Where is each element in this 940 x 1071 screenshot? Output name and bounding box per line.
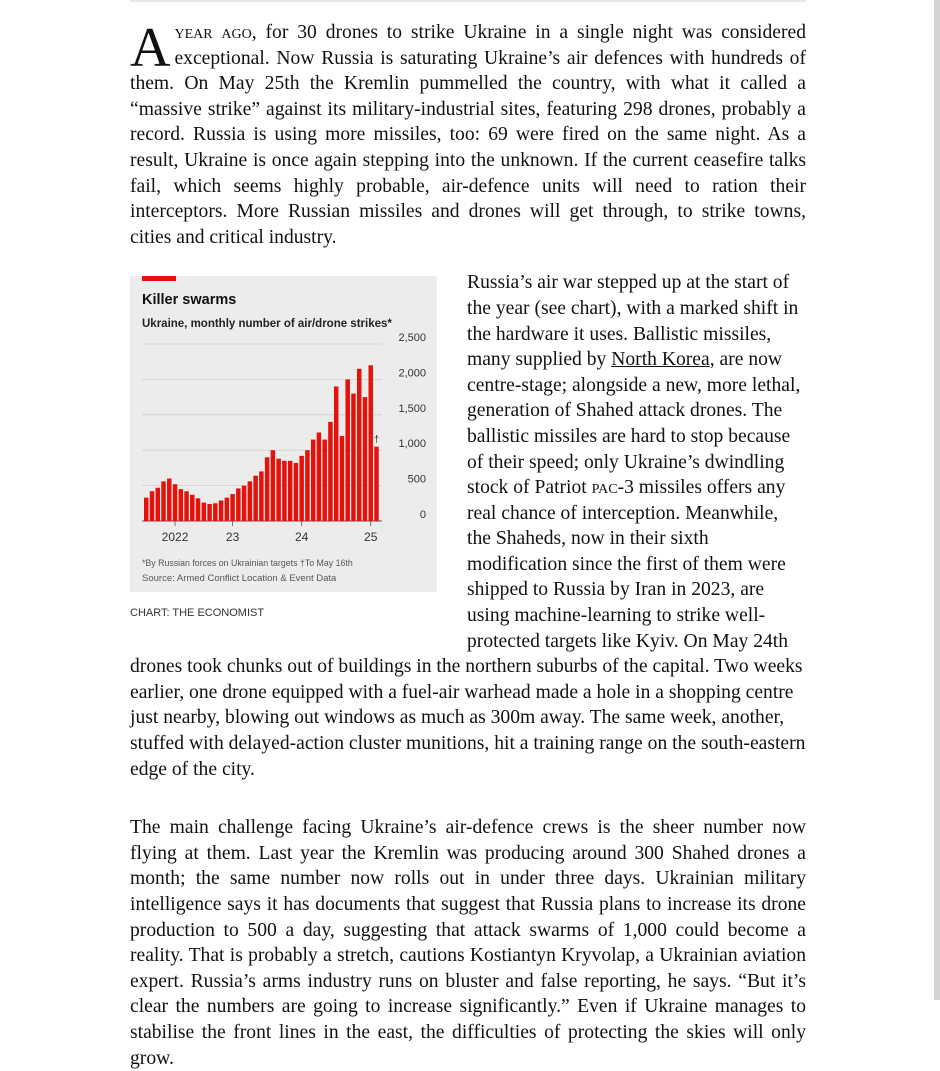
chart-bar: [334, 387, 338, 522]
chart-accent-bar: [142, 276, 176, 281]
chart-bar: [322, 440, 326, 521]
chart-bar: [271, 451, 275, 522]
chart-bar: [150, 492, 154, 522]
chart-bar: [294, 463, 298, 521]
chart-bar: [230, 494, 234, 521]
paragraph-1-text: , for 30 drones to strike Ukraine in a single night was considered exceptional. Now Russia is saturating Ukraine’s air defences with hundreds of them. On May 25th the Kremlin pummelled the country, with what it called a “massive strike” against its military-industrial sites, featuring 298 drones, probably a record. Russia is using more missiles, too: 69 were fired on the same night. As a result, Ukraine is once again stepping into the unknown. If the current ceasefire talks fail, which seems highly probable, air-defence units will need to ration their interceptors. More Russian missiles and drones will get through, to strike towns, cities and critical industry.: [130, 22, 806, 248]
paragraph-2-text-a: Russia’s air war stepped up at the start of the year (see chart), with a marked shift in the hardware it uses. Ballistic missiles, many supplied by: [467, 272, 799, 371]
x-tick-label: 2022: [161, 530, 189, 545]
chart-bar: [196, 499, 200, 522]
chart-bar: [144, 498, 148, 521]
chart-bar: [357, 369, 361, 521]
chart-bar: [311, 440, 315, 521]
drop-cap: A: [130, 17, 171, 79]
chart-bar: [236, 489, 240, 522]
paragraph-2-text-b: , are now centre-stage; alongside a new, more lethal, generation of Shahed attack drones. The ballistic missiles are hard to stop because of their speed; only Ukraine’s dwindling stock of Patriot: [467, 349, 801, 499]
chart-bar: [213, 504, 217, 522]
patriot-pac-text: pac: [591, 477, 618, 499]
chart-bar: [202, 503, 206, 521]
chart-bar: [363, 397, 367, 521]
lead-in: year ago: [174, 22, 252, 43]
y-tick-label: 1,500: [398, 403, 426, 416]
chart-figure: [130, 276, 447, 627]
y-tick-label: 1,000: [398, 438, 426, 451]
top-divider: [130, 0, 806, 2]
chart-bar: [161, 482, 165, 522]
chart-bar: [242, 486, 246, 521]
article-body: [130, 17, 806, 1071]
chart-bar: [345, 380, 349, 522]
chart-title: Killer swarms: [142, 292, 237, 309]
chart-bar: [219, 501, 223, 522]
north-korea-link[interactable]: North Korea: [611, 349, 710, 371]
chart-bar: [374, 447, 378, 521]
chart-bar: [225, 498, 229, 521]
chart-bar: [259, 472, 263, 522]
chart-bar: [305, 451, 309, 522]
chart-bar: [173, 485, 177, 522]
chart-bar: [368, 366, 372, 522]
chart-bar: [167, 479, 171, 521]
chart-bar: [248, 482, 252, 522]
paragraph-1: [130, 17, 806, 250]
x-tick-label: 25: [364, 530, 378, 545]
chart-credit: CHART: THE ECONOMIST: [130, 607, 265, 620]
chart-bar: [317, 433, 321, 522]
chart-bar: [351, 394, 355, 521]
y-tick-label: 2,500: [398, 332, 426, 345]
chart-bar: [253, 476, 257, 521]
chart-panel: [130, 276, 437, 592]
y-tick-label: 500: [407, 473, 426, 486]
x-tick-label: 23: [225, 530, 240, 545]
chart-bar: [179, 489, 183, 521]
chart-footnote: *By Russian forces on Ukrainian targets †To May 16th: [142, 558, 353, 569]
chart-subtitle: Ukraine, monthly number of air/drone strikes*: [142, 318, 392, 331]
scrollbar[interactable]: [934, 0, 940, 1000]
partial-month-marker: †: [373, 435, 380, 447]
chart-bar: [299, 456, 303, 521]
chart-bar: [156, 488, 160, 521]
chart-bar: [340, 436, 344, 521]
chart-bar: [282, 461, 286, 521]
chart-source: Source: Armed Conflict Location & Event Data: [142, 573, 337, 585]
chart-bar: [190, 495, 194, 521]
chart-bar: [265, 458, 269, 522]
bar-chart: [130, 276, 437, 592]
chart-bar: [328, 422, 332, 521]
chart-bar: [288, 461, 292, 521]
paragraph-3: The main challenge facing Ukraine’s air-defence crews is the sheer number now flying at them. Last year the Kremlin was producing around 300 Shahed drones a month; the same number now rolls out in under three days. Ukrainian military intelligence says it has documents that suggest that Russia plans to increase its drone production to 500 a day, suggesting that attack swarms of 1,000 could become a reality. That is probably a stretch, cautions Kostiantyn Kryvolap, a Ukrainian aviation expert. Russia’s arms industry runs on bluster and false reporting, he says. “But it’s clear the numbers are going to increase significantly.” Even if Ukraine manages to stabilise the front lines in the east, the difficulties of protecting the skies will only grow.: [130, 817, 806, 1069]
chart-bar: [276, 459, 280, 521]
y-tick-label: 0: [419, 509, 426, 522]
y-tick-label: 2,000: [398, 367, 426, 380]
chart-bar: [207, 504, 211, 521]
x-tick-label: 24: [294, 530, 309, 545]
paragraph-2-text-c: -3 missiles offers any real chance of interception. Meanwhile, the Shaheds, now in their sixth modification since the first of them were shipped to Russia by Iran in 2023, are using machine-learning to strike well-protected targets like Kyiv. On May 24th drones took chunks out of buildings in the northern suburbs of the capital. Two weeks earlier, one drone equipped with a fuel-air warhead made a hole in a shopping centre just nearby, blowing out windows as much as 300m away. The same week, another, stuffed with delayed-action cluster munitions, hit a training range on the south-eastern edge of the city.: [130, 477, 806, 780]
chart-bar: [184, 492, 188, 522]
